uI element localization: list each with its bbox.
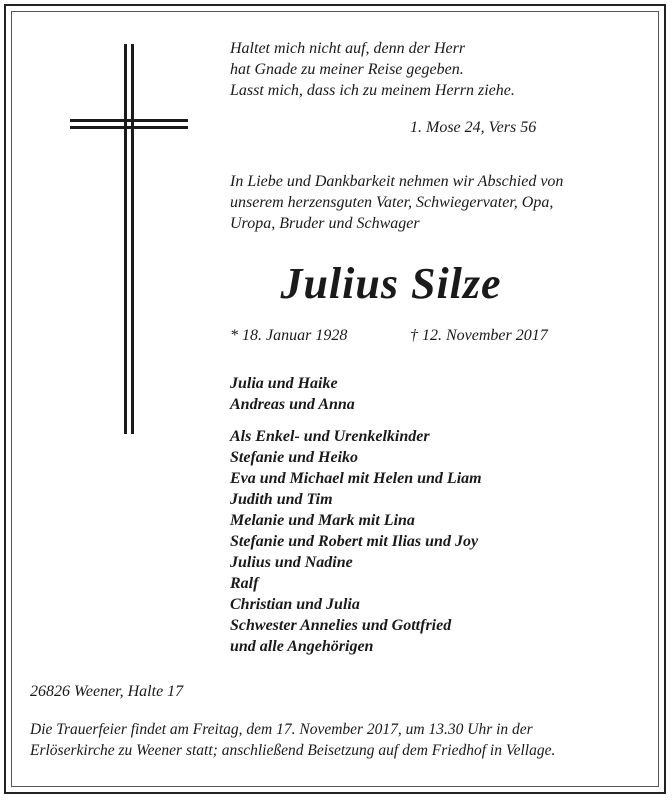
list-item: Schwester Annelies und Gottfried [230,617,452,634]
list-item: Als Enkel- und Urenkelkinder [230,428,430,445]
list-item: Julius und Nadine [230,554,353,571]
cross-icon [70,44,188,434]
list-item: Eva und Michael mit Helen und Liam [230,470,482,487]
list-item: Judith und Tim [230,491,333,508]
deceased-name: Julius Silze [280,259,502,308]
list-item: Christian und Julia [230,596,360,613]
address: 26826 Weener, Halte 17 [30,683,184,700]
intro-line: Uropa, Bruder und Schwager [230,215,420,232]
verse-reference: 1. Mose 24, Vers 56 [410,119,537,136]
list-item: und alle Angehörigen [230,638,374,655]
list-item: Stefanie und Heiko [230,449,359,466]
list-item: Stefanie und Robert mit Ilias und Joy [230,533,479,550]
verse-line: Haltet mich nicht auf, denn der Herr [230,40,466,57]
funeral-line: Erlöserkirche zu Weener statt; anschließend Beisetzung auf dem Friedhof in Vellage. [30,742,556,759]
mourners-list [230,426,482,657]
verse-line: hat Gnade zu meiner Reise gegeben. [230,61,464,78]
children-list [230,373,355,415]
list-item: Andreas und Anna [230,396,355,413]
birth-date: * 18. Januar 1928 [230,327,348,344]
funeral-line: Die Trauerfeier findet am Freitag, dem 17. November 2017, um 13.30 Uhr in der [30,721,533,738]
list-item: Melanie und Mark mit Lina [230,512,415,529]
verse-line: Lasst mich, dass ich zu meinem Herrn ziehe. [230,82,515,99]
list-item: Ralf [230,575,259,592]
intro-line: unserem herzensguten Vater, Schwiegervater, Opa, [230,194,554,211]
list-item: Julia und Haike [230,375,338,392]
intro-line: In Liebe und Dankbarkeit nehmen wir Abschied von [230,173,564,190]
funeral-notice [30,719,555,761]
death-date: † 12. November 2017 [410,327,548,344]
intro-text [230,171,563,234]
verse-text [230,38,515,101]
